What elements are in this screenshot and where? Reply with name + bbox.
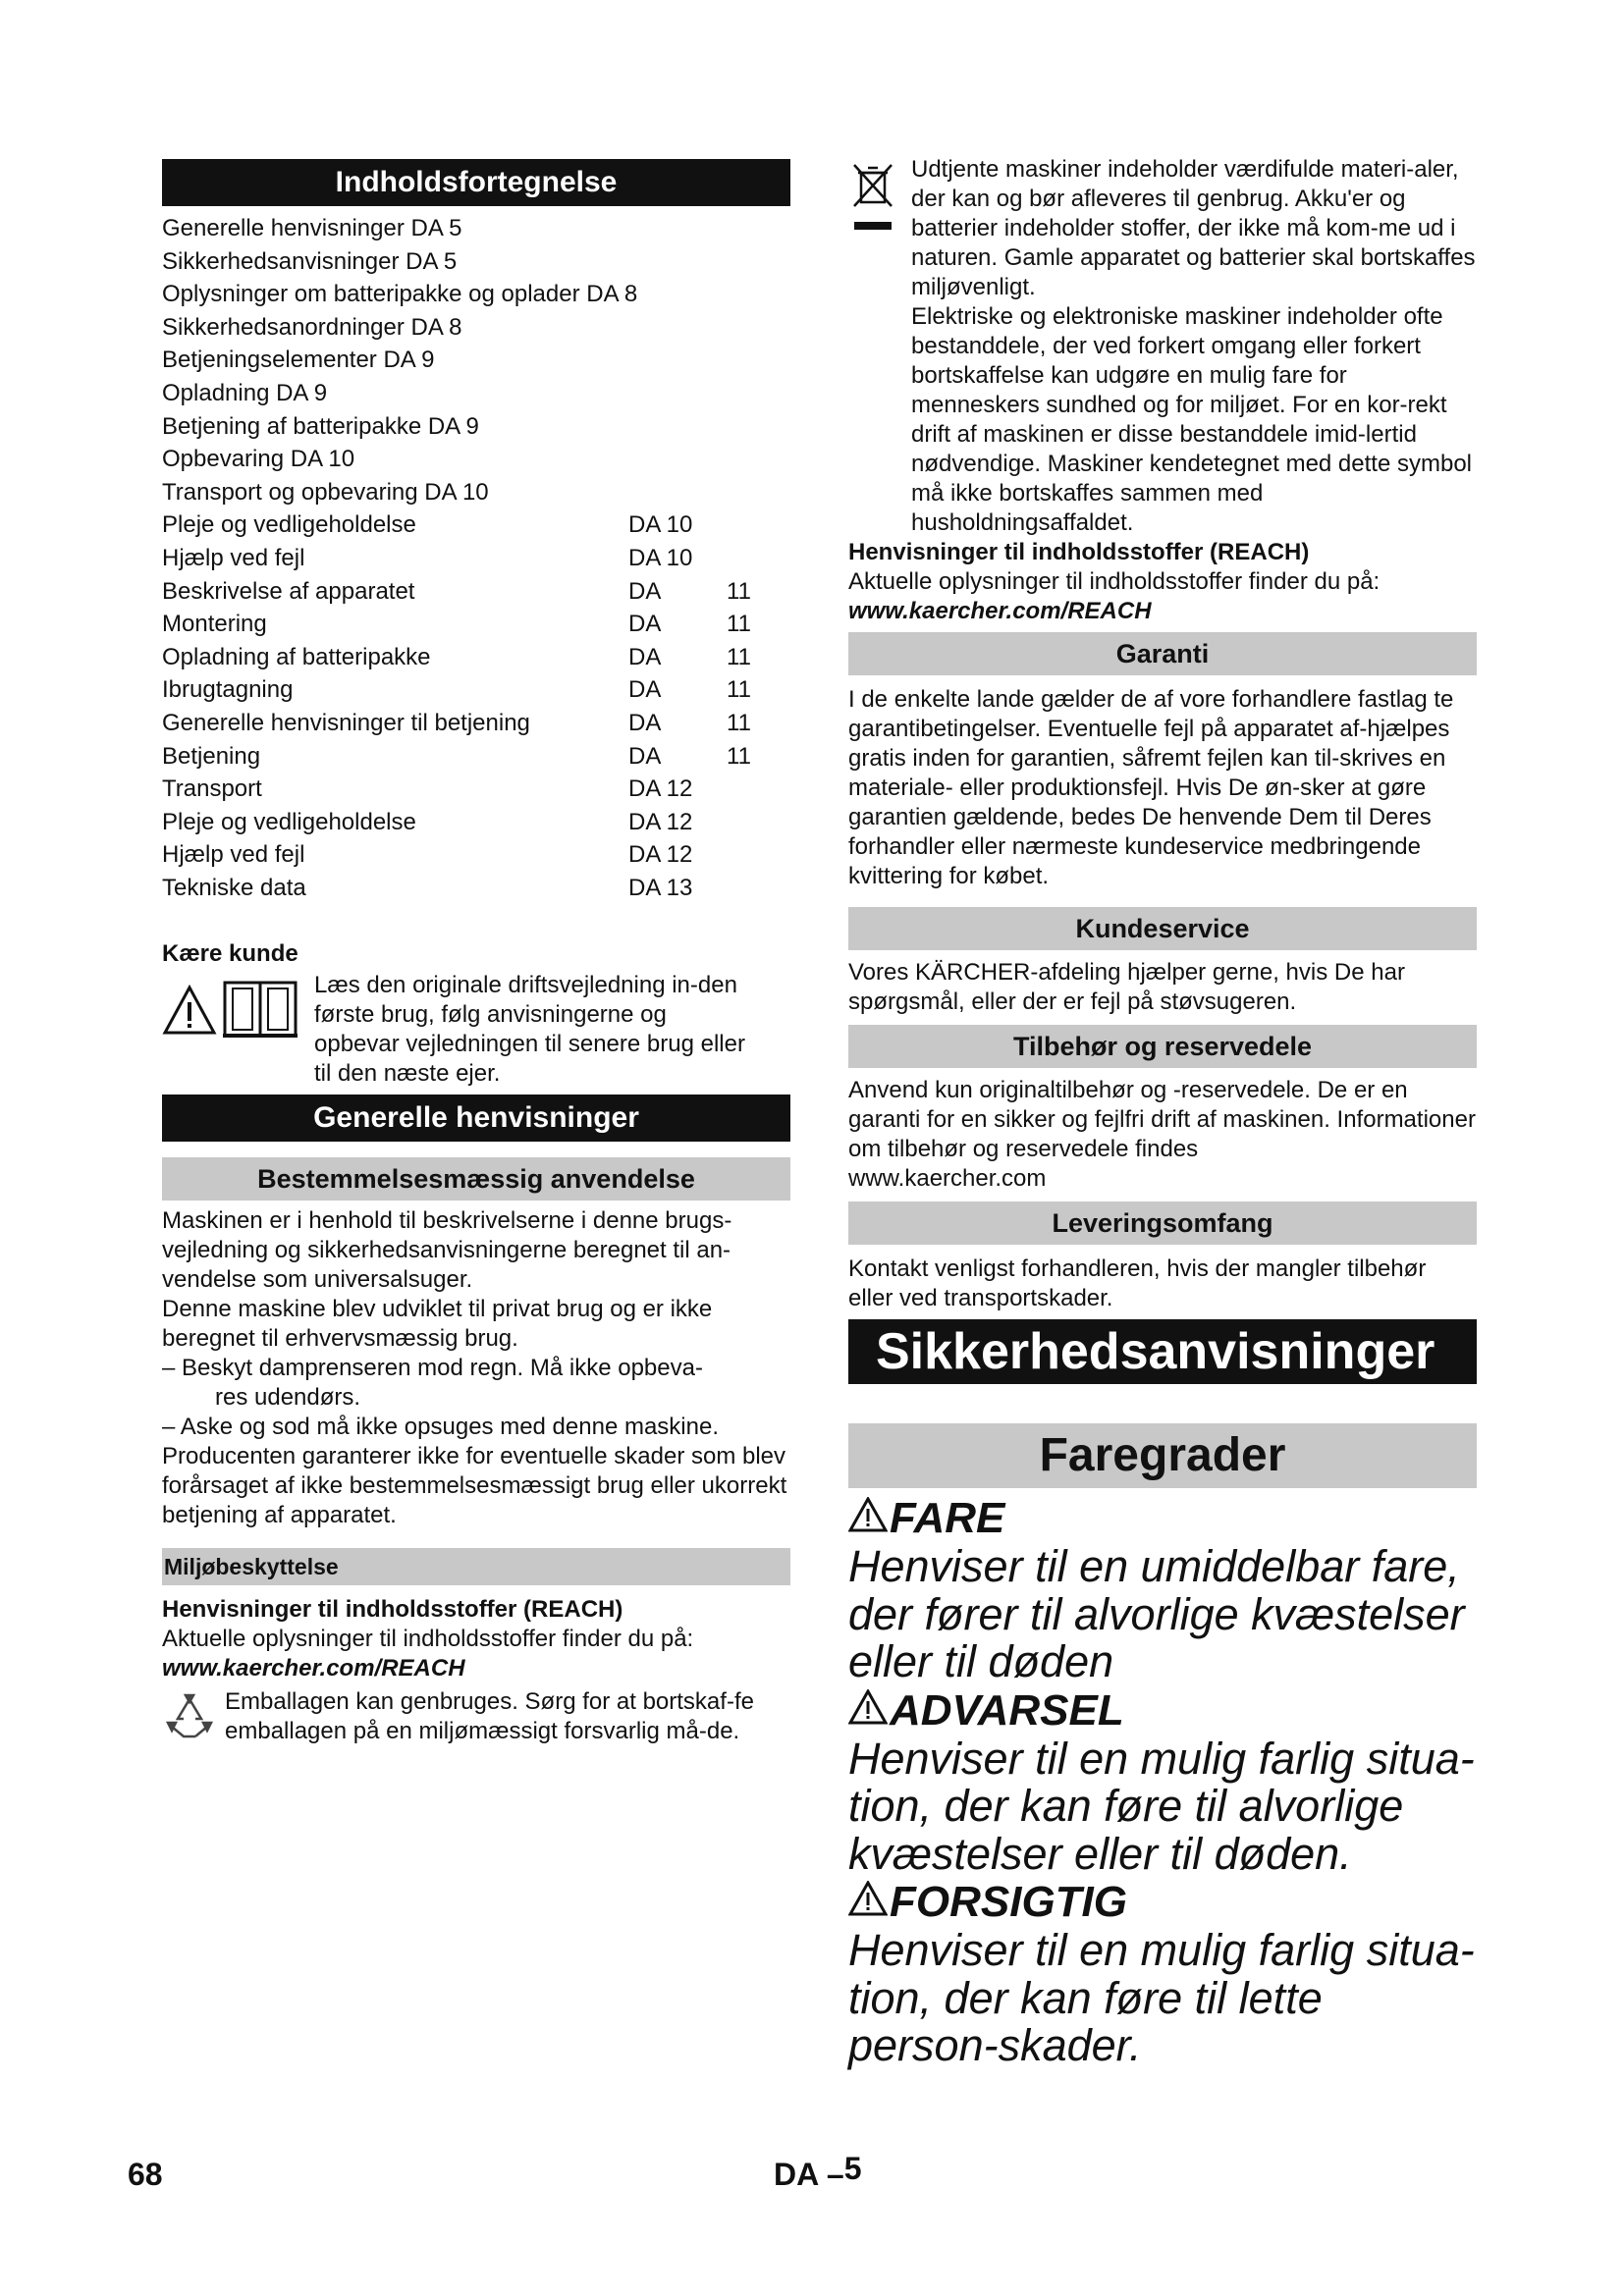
toc-entry-page bbox=[727, 806, 766, 839]
toc-entry-title: Montering bbox=[162, 611, 267, 638]
toc-entry bbox=[162, 377, 790, 410]
section-page: 5 bbox=[843, 2151, 862, 2186]
toc-entry-page bbox=[727, 245, 766, 279]
env-reach-url: www.kaercher.com/REACH bbox=[162, 1655, 465, 1682]
toc-entry-page bbox=[727, 311, 766, 345]
toc-entry-page: 11 bbox=[727, 676, 751, 704]
toc-entry-title: Pleje og vedligeholdelse bbox=[162, 808, 416, 835]
dear-customer-heading: Kære kunde bbox=[162, 940, 298, 968]
hazard-triangle-icon bbox=[848, 1878, 888, 1927]
toc-entry-page bbox=[727, 278, 766, 311]
toc-entry-section bbox=[628, 311, 727, 345]
toc-entry bbox=[162, 838, 790, 872]
dear-customer-text: Læs den originale driftsvejledning in-den første brug, følg anvisningerne og opbevar vejledningen til senere brug eller til den næste ejer. bbox=[314, 972, 745, 1088]
toc-entry-section: DA 12 bbox=[628, 808, 693, 835]
warning-triangle-icon bbox=[162, 985, 221, 1041]
toc-entry-section: DA 13 bbox=[628, 874, 693, 901]
left-column bbox=[162, 159, 790, 1747]
toc-entry-section bbox=[628, 212, 727, 245]
intended-use-bullet-1: – Beskyt damprenseren mod regn. Må ikke opbeva- bbox=[162, 1355, 703, 1382]
toc-entry-title: Hjælp ved fejl bbox=[162, 544, 305, 571]
hazard-triangle-icon bbox=[848, 1494, 888, 1543]
warranty-heading: Garanti bbox=[848, 632, 1477, 675]
toc-entry bbox=[162, 443, 790, 476]
service-text: Vores KÄRCHER-afdeling hjælper gerne, hvis De har spørgsmål, eller der er fejl på støvsugeren. bbox=[848, 959, 1405, 1015]
toc-entry bbox=[162, 278, 790, 311]
toc-entry bbox=[162, 608, 790, 641]
intended-use-bullet-2: – Aske og sod må ikke opsuges med denne maskine. bbox=[162, 1414, 719, 1441]
intended-use-p3: Producenten garanterer ikke for eventuelle skader som blev forårsaget af ikke bestemmelsesmæssigt brug eller ukorrekt betjening af apparatet. bbox=[162, 1443, 787, 1529]
toc-entry bbox=[162, 212, 790, 245]
toc-entry-section: DA bbox=[628, 611, 662, 638]
toc-entry-title: Oplysninger om batteripakke og oplader DA 8 bbox=[162, 281, 638, 308]
toc-entry bbox=[162, 344, 790, 377]
hazard-level-1 bbox=[848, 1686, 1477, 1735]
toc-entry-section: DA 12 bbox=[628, 775, 693, 803]
toc-entry bbox=[162, 641, 790, 674]
toc-entry-page bbox=[727, 476, 766, 509]
hazard-level-0 bbox=[848, 1494, 1477, 1543]
toc-entry-section bbox=[628, 443, 727, 476]
toc-entry bbox=[162, 410, 790, 444]
toc-entry-title: Ibrugtagning bbox=[162, 676, 294, 704]
crossed-bin-icon bbox=[848, 159, 911, 239]
toc-entry bbox=[162, 311, 790, 345]
right-reach-url: www.kaercher.com/REACH bbox=[848, 598, 1152, 624]
toc-entry-title: Pleje og vedligeholdelse bbox=[162, 511, 416, 539]
hazard-level-2 bbox=[848, 1878, 1477, 1927]
toc-entry-page: 11 bbox=[727, 643, 751, 670]
right-column bbox=[848, 155, 1477, 2070]
accessories-url: www.kaercher.com bbox=[848, 1165, 1047, 1192]
accessories-heading: Tilbehør og reservedele bbox=[848, 1025, 1477, 1068]
toc-entry-page bbox=[727, 410, 766, 444]
toc-entry bbox=[162, 740, 790, 774]
hazard-level-text: Henviser til en mulig farlig situa-tion, der kan føre til alvorlige kvæstelser eller til døden. bbox=[848, 1733, 1475, 1879]
hazard-level-text: Henviser til en mulig farlig situa-tion, der kan føre til lette person-skader. bbox=[848, 1925, 1475, 2070]
toc-entry-section bbox=[628, 344, 727, 377]
intended-use-bullet-1-cont: res udendørs. bbox=[215, 1384, 361, 1412]
toc-entry-title: Betjening bbox=[162, 742, 261, 770]
toc-entry bbox=[162, 707, 790, 740]
hazard-level-text: Henviser til en umiddelbar fare, der fører til alvorlige kvæstelser eller til døden bbox=[848, 1541, 1465, 1686]
intended-use-heading: Bestemmelsesmæssig anvendelse bbox=[162, 1157, 790, 1201]
toc-entry-title: Hjælp ved fejl bbox=[162, 841, 305, 869]
toc-entry bbox=[162, 806, 790, 839]
toc-list bbox=[162, 212, 790, 904]
toc-entry-section: DA 10 bbox=[628, 544, 693, 571]
manual-book-icon bbox=[221, 977, 309, 1044]
toc-entry-section bbox=[628, 278, 727, 311]
right-reach-heading: Henvisninger til indholdsstoffer (REACH) bbox=[848, 539, 1310, 565]
disposal-p2: Elektriske og elektroniske maskiner indeholder ofte bestanddele, der ved forkert omgang eller forkert bortskaffelse kan udgøre en mulig fare for menneskers sundhed og for miljøet. For en kor-rekt drift af maskinen er disse bestanddele imid-lertid nødvendige. Maskiner kendetegnet med dette symbol må ikke bortskaffes sammen med husholdningsaffaldet. bbox=[911, 303, 1472, 536]
scope-text: Kontakt venligst forhandleren, hvis der mangler tilbehør eller ved transportskader. bbox=[848, 1255, 1427, 1311]
service-heading: Kundeservice bbox=[848, 907, 1477, 950]
toc-entry-section: DA 10 bbox=[628, 511, 693, 539]
hazard-level-word: FARE bbox=[890, 1494, 1005, 1542]
toc-entry-page bbox=[727, 542, 766, 575]
hazard-level-word: FORSIGTIG bbox=[890, 1878, 1127, 1926]
toc-entry-title: Sikkerhedsanvisninger DA 5 bbox=[162, 247, 458, 275]
hazard-levels-heading: Faregrader bbox=[848, 1423, 1477, 1488]
toc-entry-page bbox=[727, 838, 766, 872]
toc-entry-title: Tekniske data bbox=[162, 874, 306, 901]
toc-entry-page: 11 bbox=[727, 709, 751, 736]
toc-entry-section bbox=[628, 476, 727, 509]
general-heading: Generelle henvisninger bbox=[162, 1095, 790, 1142]
scope-heading: Leveringsomfang bbox=[848, 1201, 1477, 1245]
toc-entry bbox=[162, 245, 790, 279]
toc-entry-title: Opbevaring DA 10 bbox=[162, 446, 355, 473]
toc-entry-page: 11 bbox=[727, 742, 751, 770]
page-number: 68 bbox=[128, 2157, 163, 2192]
dear-customer-block bbox=[162, 971, 790, 1089]
toc-entry-title: Sikkerhedsanordninger DA 8 bbox=[162, 313, 462, 341]
section-page-label bbox=[774, 2151, 862, 2193]
env-reach-text: Aktuelle oplysninger til indholdsstoffer finder du på: bbox=[162, 1626, 694, 1653]
toc-entry-section bbox=[628, 410, 727, 444]
toc-entry bbox=[162, 872, 790, 905]
toc-entry-page bbox=[727, 508, 766, 542]
toc-entry-title: Transport bbox=[162, 775, 262, 803]
env-reach-heading: Henvisninger til indholdsstoffer (REACH) bbox=[162, 1596, 623, 1624]
toc-entry-title: Generelle henvisninger DA 5 bbox=[162, 215, 462, 241]
toc-entry-section: DA bbox=[628, 742, 662, 770]
toc-entry-page bbox=[727, 443, 766, 476]
toc-entry-section: DA bbox=[628, 676, 662, 704]
recycle-icon bbox=[162, 1693, 225, 1747]
toc-entry-section: DA 12 bbox=[628, 841, 693, 869]
toc-entry-page bbox=[727, 377, 766, 410]
section-code: DA bbox=[774, 2157, 819, 2192]
toc-entry bbox=[162, 773, 790, 806]
toc-entry bbox=[162, 575, 790, 609]
intended-use-p2: Denne maskine blev udviklet til privat brug og er ikke beregnet til erhvervsmæssig brug. bbox=[162, 1296, 713, 1353]
disposal-block bbox=[848, 155, 1477, 538]
environment-heading: Miljøbeskyttelse bbox=[162, 1548, 790, 1585]
toc-entry-page bbox=[727, 872, 766, 905]
safety-heading: Sikkerhedsanvisninger bbox=[848, 1319, 1477, 1384]
toc-entry-title: Beskrivelse af apparatet bbox=[162, 577, 415, 605]
toc-entry-page: 11 bbox=[727, 577, 751, 605]
section-dash: – bbox=[826, 2157, 844, 2192]
packaging-text: Emballagen kan genbruges. Sørg for at bortskaf-fe emballagen på en miljømæssigt forsvarlig må-de. bbox=[225, 1688, 754, 1745]
toc-entry-page bbox=[727, 773, 766, 806]
hazard-level-word: ADVARSEL bbox=[890, 1685, 1124, 1735]
toc-entry bbox=[162, 476, 790, 509]
toc-entry-section bbox=[628, 245, 727, 279]
toc-entry-title: Transport og opbevaring DA 10 bbox=[162, 478, 489, 506]
toc-entry-title: Opladning DA 9 bbox=[162, 379, 328, 406]
toc-entry-page: 11 bbox=[727, 611, 751, 638]
hazard-triangle-icon bbox=[848, 1686, 888, 1735]
toc-entry-section bbox=[628, 377, 727, 410]
intended-use-p1: Maskinen er i henhold til beskrivelserne i denne brugs-vejledning og sikkerhedsanvisningerne beregnet til an-vendelse som universalsuger. bbox=[162, 1207, 732, 1294]
toc-entry-section: DA bbox=[628, 643, 662, 670]
toc-entry-section: DA bbox=[628, 577, 662, 605]
warranty-text: I de enkelte lande gælder de af vore forhandlere fastlag te garantibetingelser. Eventuelle fejl på apparatet af-hjælpes gratis inden for garantien, såfremt fejlen kan til-skrives en materiale- eller produktionsfejl. Hvis De øn-sker at gøre garantien gældende, bedes De henvende Dem til Deres forhandler eller nærmeste kundeservice medbringende kvittering for købet. bbox=[848, 686, 1454, 889]
disposal-p1: Udtjente maskiner indeholder værdifulde materi-aler, der kan og bør afleveres til genbrug. Akku'er og batterier indeholder stoffer, der ikke må kom-me ud i naturen. Gamle apparatet og batterier skal bortskaffes miljøvenligt. bbox=[911, 156, 1476, 300]
toc-entry-title: Opladning af batteripakke bbox=[162, 643, 431, 670]
toc-entry-title: Generelle henvisninger til betjening bbox=[162, 709, 530, 736]
packaging-block bbox=[162, 1687, 790, 1747]
toc-entry-section: DA bbox=[628, 709, 662, 736]
toc-entry-page bbox=[727, 344, 766, 377]
accessories-text: Anvend kun originaltilbehør og -reservedele. De er en garanti for en sikker og fejlfri drift af maskinen. Informationer om tilbehør og reservedele findes bbox=[848, 1077, 1476, 1162]
toc-entry-title: Betjening af batteripakke DA 9 bbox=[162, 412, 479, 440]
toc-entry bbox=[162, 508, 790, 542]
toc-entry-title: Betjeningselementer DA 9 bbox=[162, 347, 435, 374]
toc-entry bbox=[162, 673, 790, 707]
hazard-levels-list bbox=[848, 1494, 1477, 2070]
toc-entry bbox=[162, 542, 790, 575]
toc-heading: Indholdsfortegnelse bbox=[162, 159, 790, 206]
right-reach-text: Aktuelle oplysninger til indholdsstoffer finder du på: bbox=[848, 568, 1380, 595]
toc-entry-page bbox=[727, 212, 766, 245]
